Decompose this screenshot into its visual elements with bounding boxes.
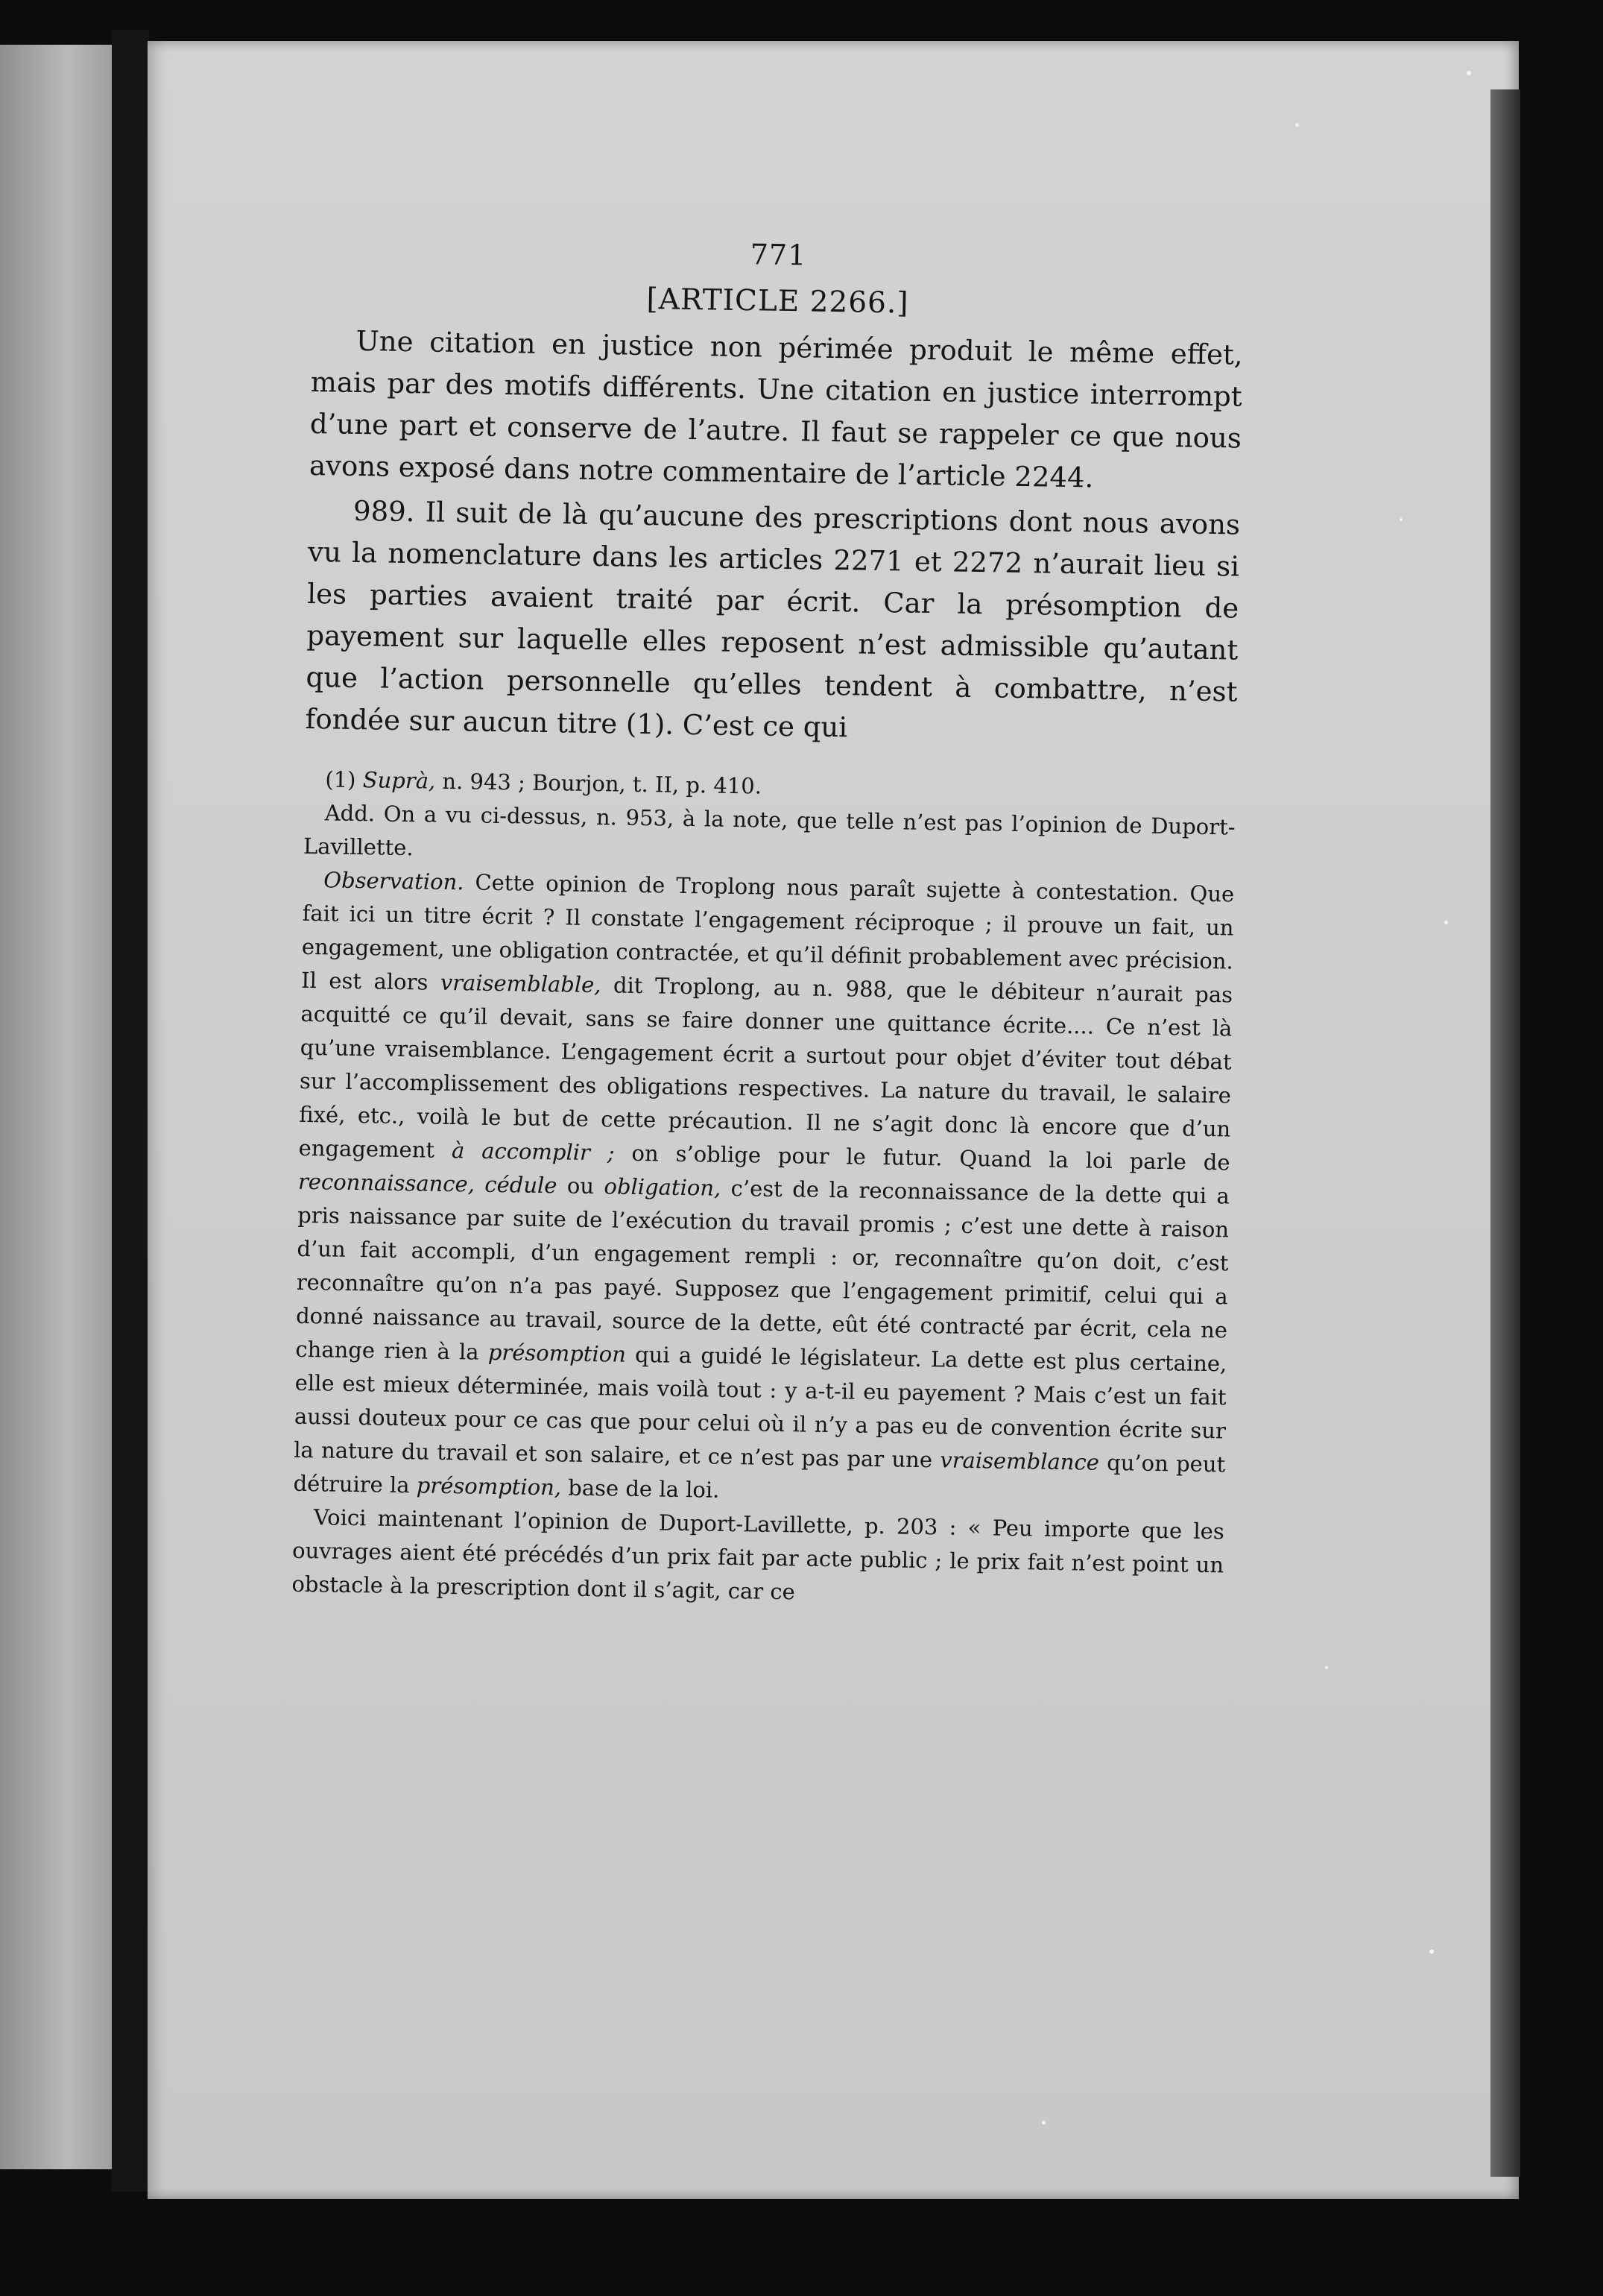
observation-italic: vraisemblance — [940, 1447, 1100, 1475]
observation-label: Observation. — [323, 867, 464, 895]
observation-italic: obligation, — [604, 1173, 721, 1201]
observation-italic: à accomplir ; — [451, 1138, 615, 1166]
notes — [291, 763, 1236, 1615]
article-heading: [ARTICLE 2266.] — [646, 283, 909, 321]
observation-text: qui a guidé le législateur. La dette est plus certaine, elle est mieux déterminée, mais voilà tout : y a-t-il eu payement ? Mais c’est un fait aussi douteux pour ce cas que pour celui où il n’y a pas eu de convention écrite sur la nature du travail et son salaire, et ce n’est pas par une — [294, 1341, 1227, 1473]
left-page-edge — [0, 45, 112, 2169]
dust-speck — [1400, 518, 1403, 521]
footnote-italic: Suprà, — [362, 767, 436, 794]
observation-text: base de la loi. — [568, 1475, 720, 1503]
body-paragraph: 989. Il suit de là qu’aucune des prescriptions dont nous avons vu la nomenclature dans les articles 2271 et 2272 n’aurait lieu si les parties avaient traité par écrit. Car la présomption de payement sur laquelle elles reposent n’est admissible qu’autant que l’action personnelle qu’elles tendent à combattre, n’est fondée sur aucun titre (1). C’est ce qui — [305, 494, 1241, 744]
page-text — [291, 231, 1245, 1615]
observation-text: on s’oblige pour le futur. Quand la loi parle de — [631, 1140, 1230, 1176]
observation-text: c’est de la reconnaissance de la dette qui a pris naissance par suite de l’exécution du travail promis ; c’est une dette à raison d’un fait accompli, d’un engagement rempli : or, reconnaître qu’on doit, c’est reconnaître qu’on n’a pas payé. Supposez que l’engagement primitif, celui qui a donné naissance au travail, source de la dette, eût été contracté par écrit, cela ne change rien à la — [295, 1175, 1230, 1365]
dust-speck — [1444, 921, 1448, 924]
page-number: 771 — [750, 238, 807, 272]
observation-text: Cette opinion de Troplong nous paraît sujette à contestation. Que fait ici un titre écrit ? Il constate l’engagement réciproque ; il prouve un fait, un engagement, une obligation contractée, et qu’il définit probablement avec précision. Il est alors — [300, 869, 1235, 995]
dust-speck — [1325, 1666, 1328, 1669]
observation-italic: vraisemblable, — [440, 969, 601, 998]
duport-quote-note: Voici maintenant l’opinion de Duport-Lavillette, p. 203 : « Peu importe que les ouvrages aient été précédés d’un prix fait par acte public ; le prix fait n’est point un obstacle à la prescription dont il s’agit, car ce — [291, 1504, 1225, 1605]
right-page-edge — [1490, 89, 1520, 2177]
dust-speck — [1295, 123, 1299, 127]
observation-italic: reconnaissance, cédule — [297, 1168, 557, 1199]
add-note: Add. On a vu ci-dessus, n. 953, à la note, que telle n’est pas l’opinion de Duport-Lavillette. — [303, 800, 1236, 861]
dust-speck — [1467, 71, 1471, 75]
observation-italic: présomption, — [416, 1472, 562, 1501]
body-paragraph: Une citation en justice non périmée produit le même effet, mais par des motifs différents. Une citation en justice interrompt d’une part et conserve de l’autre. Il faut se rappeler ce que nous avons exposé dans notre commentaire de l’article 2244. — [309, 324, 1243, 494]
observation-text: dit Troplong, au n. 988, que le débiteur n’aurait pas acquitté ce qu’il devait, sans se faire donner une quittance écrite.... Ce n’est là qu’une vraisemblance. L’engagement écrit a surtout pour objet d’éviter tout débat sur l’accomplissement des obligations respectives. La nature du travail, le salaire fixé, etc., voilà le but de cette précaution. Il ne s’agit donc là encore que d’un engagement — [298, 972, 1233, 1163]
book-gutter — [112, 30, 149, 2192]
observation-note — [293, 863, 1234, 1516]
footnote-marker: (1) — [325, 766, 356, 792]
observation-text: ou — [566, 1173, 595, 1199]
footnote-text: n. 943 ; Bourjon, t. II, p. 410. — [442, 768, 762, 799]
observation-italic: présomption — [487, 1339, 627, 1367]
observation-text: qu’on peut détruire la — [293, 1449, 1226, 1498]
dust-speck — [1429, 1949, 1434, 1954]
dust-speck — [1042, 2121, 1046, 2125]
